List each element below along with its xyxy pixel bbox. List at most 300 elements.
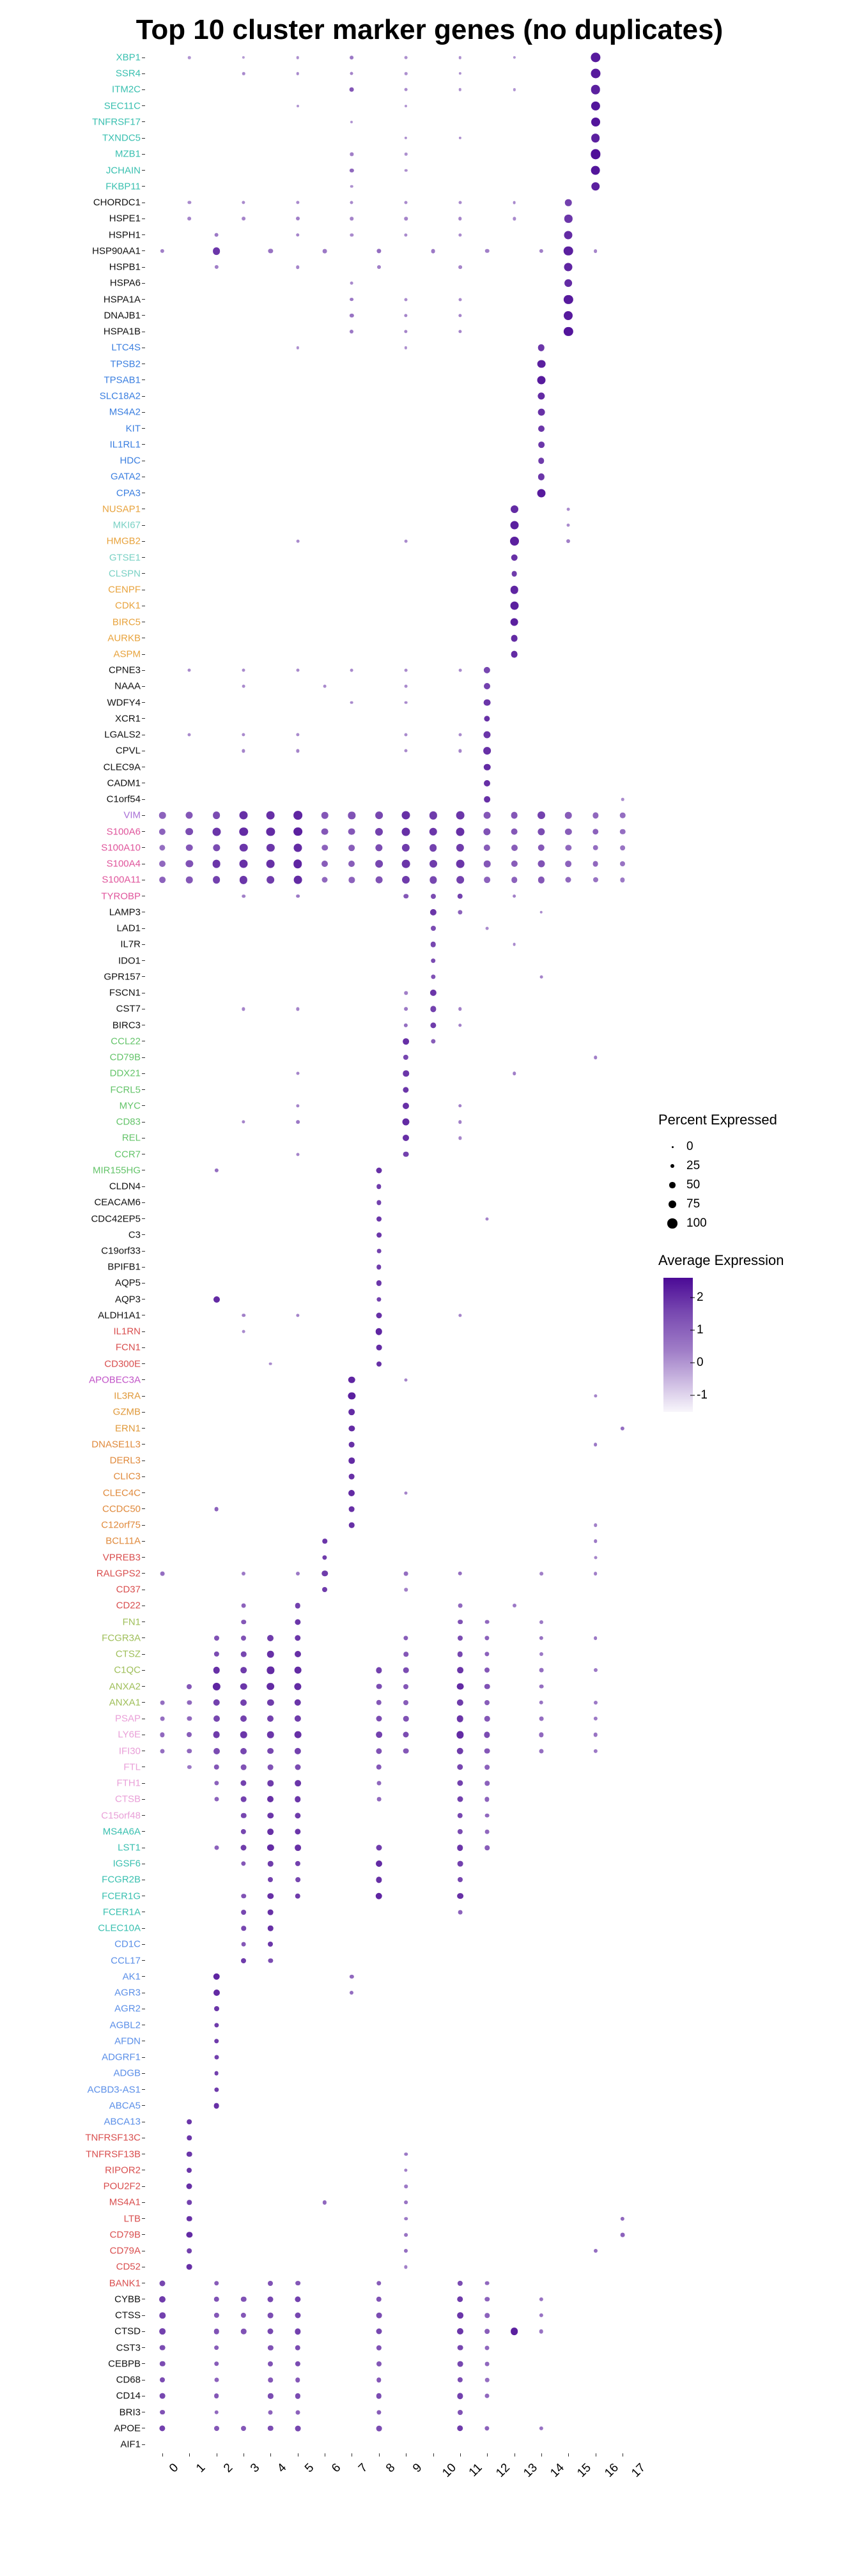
data-dot	[241, 2297, 247, 2303]
data-dot	[213, 877, 221, 884]
data-dot	[376, 1264, 382, 1269]
data-dot	[567, 524, 570, 527]
gene-label: CLSPN	[109, 569, 141, 578]
data-dot	[293, 811, 302, 820]
data-dot	[269, 1362, 272, 1365]
axis-tick	[142, 1283, 145, 1284]
data-dot	[350, 201, 353, 204]
data-dot	[350, 72, 353, 75]
axis-tick	[433, 2453, 434, 2457]
gene-axis-labels	[0, 50, 146, 2452]
data-dot	[296, 1008, 299, 1011]
data-dot	[429, 811, 437, 819]
data-dot	[405, 733, 408, 737]
gene-label: HMGB2	[107, 537, 141, 546]
axis-tick	[142, 1234, 145, 1235]
gene-label: CST3	[116, 2343, 141, 2352]
gene-label: AK1	[123, 1972, 141, 1981]
data-dot	[350, 88, 354, 92]
expression-legend-title: Average Expression	[658, 1252, 784, 1268]
axis-tick	[142, 218, 145, 219]
data-dot	[594, 1572, 598, 1575]
data-dot	[513, 943, 516, 946]
data-dot	[484, 1667, 490, 1673]
axis-tick	[142, 1621, 145, 1622]
data-dot	[457, 1747, 464, 1754]
axis-tick	[142, 2315, 145, 2316]
data-dot	[350, 330, 353, 334]
data-dot	[214, 1652, 219, 1657]
axis-tick	[142, 1299, 145, 1300]
gene-label: AURKB	[107, 633, 141, 643]
data-dot	[241, 1829, 246, 1834]
data-dot	[405, 153, 408, 156]
data-dot	[215, 1169, 219, 1172]
data-dot	[405, 169, 408, 172]
data-dot	[513, 201, 516, 204]
data-dot	[349, 1409, 355, 1416]
gene-label: CTSZ	[116, 1650, 141, 1659]
data-dot	[295, 2393, 300, 2398]
data-dot	[214, 2313, 219, 2318]
data-dot	[268, 249, 273, 253]
legend-dot	[669, 1200, 676, 1208]
gene-label: C15orf48	[101, 1811, 141, 1820]
gene-label: MS4A6A	[103, 1827, 141, 1836]
data-dot	[430, 877, 437, 884]
data-dot	[213, 844, 220, 851]
data-dot	[459, 56, 462, 59]
axis-tick	[142, 718, 145, 719]
gene-label: AGBL2	[110, 2020, 141, 2030]
data-dot	[240, 1699, 247, 1706]
data-dot	[376, 1280, 382, 1285]
cluster-label: 13	[520, 2461, 540, 2480]
data-dot	[594, 2249, 598, 2253]
axis-tick	[142, 686, 145, 687]
data-dot	[213, 812, 221, 820]
data-dot	[159, 2328, 166, 2334]
data-dot	[348, 828, 355, 835]
data-dot	[403, 1087, 409, 1092]
gene-label: TNFRSF13B	[86, 2149, 141, 2159]
gene-label: FCGR2B	[102, 1875, 141, 1885]
gene-label: CDK1	[115, 601, 141, 611]
data-dot	[538, 828, 545, 835]
data-dot	[404, 2233, 408, 2237]
axis-tick	[142, 2057, 145, 2058]
data-dot	[297, 72, 300, 75]
axis-tick	[142, 1089, 145, 1090]
data-dot	[484, 667, 490, 673]
data-dot	[268, 1910, 274, 1915]
data-dot	[403, 1135, 409, 1141]
data-dot	[457, 1764, 463, 1770]
gene-label: ADGB	[113, 2069, 141, 2078]
axis-tick	[142, 1815, 145, 1816]
data-dot	[620, 878, 624, 882]
plot-area	[150, 50, 635, 2452]
data-dot	[621, 1427, 624, 1430]
gene-label: IDO1	[118, 956, 141, 965]
data-dot	[350, 153, 353, 156]
data-dot	[267, 1796, 274, 1802]
data-dot	[593, 1733, 598, 1737]
axis-tick	[142, 412, 145, 413]
data-dot	[159, 829, 166, 835]
gene-label: HSP90AA1	[92, 246, 141, 256]
data-dot	[212, 827, 221, 836]
axis-tick	[142, 1541, 145, 1542]
gene-label: ACBD3-AS1	[88, 2085, 141, 2094]
gene-label: FTH1	[117, 1779, 141, 1788]
data-dot	[240, 1715, 247, 1722]
data-dot	[214, 1846, 219, 1850]
data-dot	[322, 1587, 327, 1592]
data-dot	[187, 217, 191, 221]
data-dot	[350, 121, 353, 123]
data-dot	[376, 2377, 382, 2382]
data-dot	[484, 699, 491, 706]
axis-tick	[142, 573, 145, 574]
data-dot	[321, 812, 329, 819]
cluster-label: 5	[302, 2461, 317, 2476]
data-dot	[242, 1008, 245, 1011]
data-dot	[186, 861, 193, 868]
axis-tick	[142, 702, 145, 703]
axis-tick	[142, 250, 145, 251]
data-dot	[539, 1620, 543, 1624]
cluster-label: 4	[275, 2461, 290, 2476]
data-dot	[484, 2329, 490, 2334]
data-dot	[376, 1167, 382, 1173]
data-dot	[458, 893, 463, 899]
data-dot	[376, 1731, 382, 1738]
data-dot	[160, 1700, 165, 1705]
data-dot	[214, 2281, 219, 2286]
data-dot	[267, 1683, 275, 1690]
data-dot	[185, 828, 193, 836]
data-dot	[431, 958, 436, 963]
data-dot	[240, 1667, 247, 1673]
data-dot	[268, 1926, 274, 1931]
gene-label: CYBB	[114, 2294, 141, 2304]
cluster-label: 8	[383, 2461, 398, 2476]
data-dot	[539, 1733, 543, 1737]
data-dot	[458, 1636, 463, 1641]
data-dot	[242, 1314, 245, 1317]
data-dot	[322, 1555, 327, 1560]
axis-tick	[142, 1412, 145, 1413]
data-dot	[458, 1813, 463, 1818]
axis-tick	[142, 267, 145, 268]
cluster-label: 2	[221, 2461, 236, 2476]
data-dot	[214, 1781, 219, 1785]
data-dot	[511, 828, 518, 835]
gene-label: GZMB	[113, 1407, 141, 1417]
data-dot	[539, 1636, 543, 1640]
data-dot	[402, 860, 410, 868]
axis-tick	[142, 847, 145, 848]
axis-tick	[142, 1686, 145, 1687]
gene-label: C1QC	[114, 1666, 141, 1675]
axis-tick	[142, 1057, 145, 1058]
data-dot	[349, 1457, 355, 1464]
axis-tick	[142, 186, 145, 187]
data-dot	[241, 1652, 247, 1657]
axis-tick	[142, 1363, 145, 1364]
colorbar-tick-label: 2	[697, 1291, 704, 1305]
data-dot	[268, 1861, 274, 1867]
data-dot	[242, 669, 245, 672]
gene-label: ABCA13	[104, 2117, 141, 2127]
data-dot	[620, 829, 626, 834]
data-dot	[431, 974, 435, 979]
cluster-label: 3	[248, 2461, 263, 2476]
legend-value: 50	[686, 1178, 700, 1192]
gene-label: CD22	[116, 1601, 141, 1611]
data-dot	[295, 2410, 300, 2414]
legend-dot	[672, 1146, 674, 1148]
data-dot	[457, 1715, 464, 1722]
axis-tick	[142, 315, 145, 316]
axis-tick	[487, 2453, 488, 2457]
gene-label: CD37	[116, 1585, 141, 1595]
data-dot	[486, 1217, 489, 1220]
data-dot	[268, 2329, 274, 2334]
data-dot	[485, 2361, 490, 2366]
axis-tick	[142, 89, 145, 90]
data-dot	[405, 346, 407, 349]
data-dot	[267, 827, 275, 836]
data-dot	[213, 1765, 219, 1770]
axis-tick	[142, 396, 145, 397]
data-dot	[295, 1635, 301, 1641]
data-dot	[592, 829, 599, 835]
data-dot	[429, 827, 437, 836]
gene-label: DNAJB1	[104, 310, 141, 320]
data-dot	[430, 1022, 436, 1028]
data-dot	[484, 2297, 490, 2302]
data-dot	[295, 1651, 301, 1657]
axis-tick	[142, 1122, 145, 1123]
data-dot	[187, 2119, 192, 2124]
legend-value: 0	[686, 1140, 693, 1153]
gene-label: FCGR3A	[102, 1633, 141, 1643]
data-dot	[242, 217, 245, 221]
legend-item	[658, 1214, 850, 1233]
gene-label: LGALS2	[104, 730, 141, 740]
data-dot	[593, 877, 598, 882]
data-dot	[404, 1023, 408, 1027]
data-dot	[564, 215, 572, 222]
data-dot	[403, 1667, 409, 1673]
gene-label: SEC11C	[104, 101, 141, 111]
data-dot	[513, 1604, 516, 1607]
gene-label: IL1RL1	[110, 440, 141, 449]
data-dot	[538, 457, 545, 464]
data-dot	[293, 876, 302, 884]
data-dot	[187, 2216, 192, 2221]
data-dot	[376, 2297, 382, 2303]
cluster-label: 6	[329, 2461, 344, 2476]
gene-label: TNFRSF13C	[85, 2133, 141, 2143]
data-dot	[458, 1008, 462, 1011]
data-dot	[293, 843, 302, 852]
data-dot	[403, 894, 408, 899]
gene-label: VIM	[123, 811, 141, 820]
axis-tick	[142, 2186, 145, 2187]
data-dot	[350, 233, 353, 236]
gene-label: CPNE3	[109, 666, 141, 675]
data-dot	[458, 1877, 463, 1882]
data-dot	[459, 137, 461, 139]
data-dot	[295, 1861, 300, 1866]
data-dot	[591, 52, 600, 62]
data-dot	[458, 2345, 463, 2350]
gene-label: KIT	[126, 424, 141, 433]
axis-tick	[142, 2105, 145, 2106]
data-dot	[267, 844, 274, 852]
legend-item	[658, 1156, 850, 1176]
gene-label: CST7	[116, 1004, 141, 1014]
data-dot	[457, 1893, 463, 1899]
data-dot	[242, 733, 245, 737]
data-dot	[295, 2329, 300, 2334]
data-dot	[405, 701, 408, 704]
data-dot	[375, 828, 383, 836]
gene-label: HSPB1	[109, 263, 141, 272]
data-dot	[376, 1361, 382, 1367]
data-dot	[376, 1877, 382, 1883]
axis-tick	[142, 2331, 145, 2332]
gene-label: CTSS	[115, 2311, 141, 2320]
data-dot	[513, 88, 515, 91]
data-dot	[402, 876, 410, 884]
axis-tick	[142, 73, 145, 74]
data-dot	[267, 1844, 274, 1851]
data-dot	[511, 845, 518, 851]
axis-tick	[142, 928, 145, 929]
data-dot	[484, 763, 491, 770]
data-dot	[350, 314, 353, 318]
data-dot	[431, 249, 435, 254]
average-expression-legend	[658, 1252, 850, 1412]
gene-label: CD79B	[110, 2230, 141, 2239]
axis-tick	[142, 541, 145, 542]
cluster-label: 0	[167, 2461, 182, 2476]
axis-tick	[142, 1331, 145, 1332]
gene-label: CLEC9A	[104, 762, 141, 772]
data-dot	[485, 1652, 490, 1656]
data-dot	[186, 845, 193, 852]
axis-tick	[142, 1960, 145, 1961]
data-dot	[405, 1378, 408, 1381]
data-dot	[295, 1878, 300, 1883]
gene-label: CCR7	[114, 1149, 141, 1159]
gene-label: BPIFB1	[107, 1262, 141, 1272]
data-dot	[214, 1507, 219, 1512]
data-dot	[348, 861, 355, 867]
gene-label: HSPE1	[109, 214, 141, 224]
axis-tick	[142, 670, 145, 671]
data-dot	[187, 2184, 192, 2189]
data-dot	[402, 844, 410, 852]
data-dot	[241, 1926, 246, 1931]
data-dot	[405, 137, 407, 139]
gene-label: SSR4	[116, 69, 141, 79]
data-dot	[484, 861, 491, 868]
data-dot	[214, 2023, 219, 2027]
data-dot	[376, 1232, 382, 1238]
gene-label: ITM2C	[112, 85, 141, 95]
data-dot	[484, 780, 490, 786]
data-dot	[459, 72, 461, 75]
data-dot	[348, 812, 355, 819]
data-dot	[403, 1151, 409, 1157]
data-dot	[458, 201, 461, 204]
data-dot	[403, 1071, 409, 1077]
data-dot	[403, 1700, 408, 1705]
gene-label: CD1C	[114, 1940, 141, 1949]
gene-label: FKBP11	[105, 181, 141, 191]
axis-tick	[189, 2453, 190, 2457]
data-dot	[458, 1023, 462, 1027]
data-dot	[295, 2345, 301, 2350]
axis-tick	[142, 2363, 145, 2364]
axis-tick	[142, 799, 145, 800]
data-dot	[376, 1781, 381, 1786]
data-dot	[484, 1716, 490, 1722]
data-dot	[431, 1039, 435, 1043]
data-dot	[159, 877, 166, 884]
data-dot	[159, 845, 165, 850]
data-dot	[160, 2410, 165, 2415]
data-dot	[404, 2249, 408, 2253]
data-dot	[402, 827, 410, 836]
data-dot	[404, 2217, 408, 2221]
data-dot	[538, 344, 545, 351]
data-dot	[621, 2216, 624, 2220]
data-dot	[296, 1120, 300, 1124]
data-dot	[296, 217, 300, 220]
data-dot	[591, 165, 600, 175]
data-dot	[187, 1749, 192, 1754]
axis-tick	[142, 234, 145, 235]
gene-label: BRI3	[120, 2407, 141, 2417]
data-dot	[458, 1829, 463, 1834]
data-dot	[350, 1975, 353, 1979]
data-dot	[215, 265, 219, 269]
data-dot	[295, 2313, 300, 2319]
gene-label: BANK1	[109, 2278, 141, 2288]
colorbar-tick-label: 0	[697, 1356, 704, 1370]
data-dot	[213, 1296, 220, 1303]
gene-label: CEACAM6	[94, 1198, 141, 1208]
data-dot	[297, 56, 300, 59]
data-dot	[376, 1797, 381, 1802]
data-dot	[403, 1119, 410, 1126]
gene-label: CLEC4C	[103, 1488, 141, 1498]
gene-label: FCRL5	[110, 1085, 141, 1094]
data-dot	[457, 1844, 463, 1851]
data-dot	[538, 409, 545, 416]
data-dot	[405, 201, 408, 204]
axis-tick	[142, 1186, 145, 1187]
data-dot	[592, 861, 598, 867]
data-dot	[537, 489, 545, 497]
data-dot	[187, 2232, 192, 2237]
